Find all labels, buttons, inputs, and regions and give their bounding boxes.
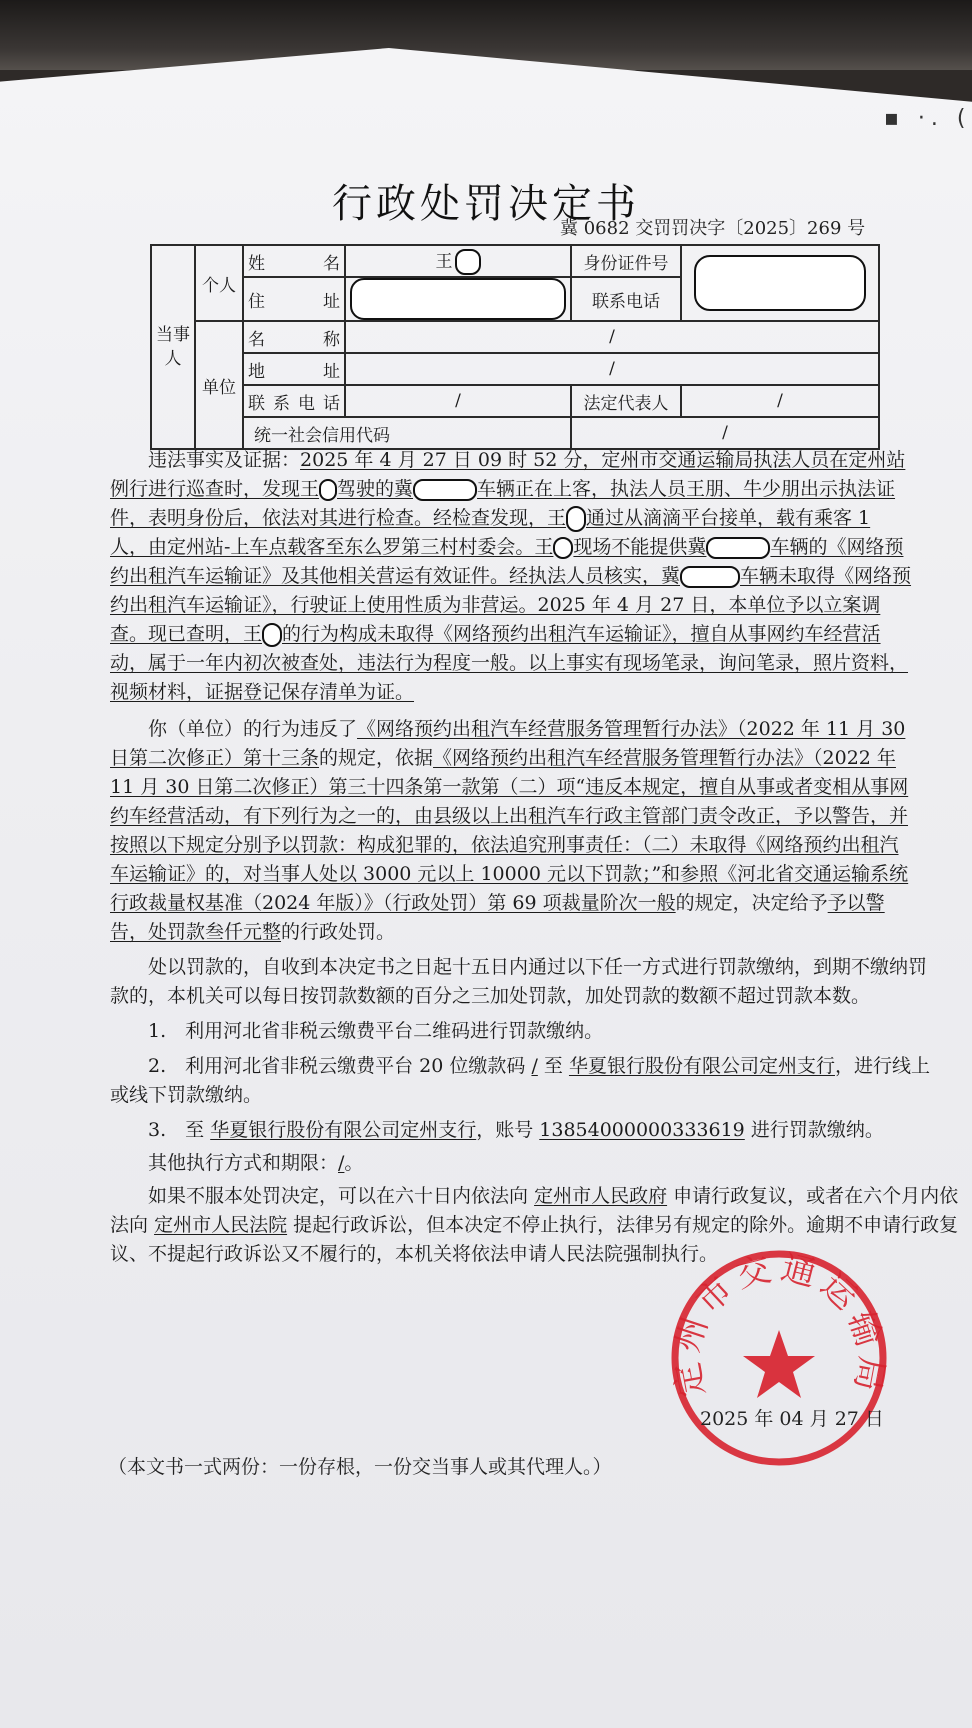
id-value	[681, 245, 879, 321]
seal-text: 定州市交通运输局	[666, 1247, 892, 1401]
document-title: 行政处罚决定书	[332, 181, 640, 227]
unit-address-value: /	[345, 353, 879, 385]
violation-paragraph: 你（单位）的行为违反了《网络预约出租汽车经营服务管理暂行办法》（2022 年 11 月 30 日第二次修正）第十三条的规定，依据《网络预约出租汽车经营服务管理暂行办法》（2022 年 11 月 30 日第二次修正）第三十四条第一款第（二）项“违反本规定，擅自从事或者变相从事网约车经营活动，有下列行为之一的，由县级以上出租汽车行政主管部门责令改正，予以警告，并按照以下规定分别予以罚款：构成犯罪的，依法追究刑事责任：（二）未取得《网络预约出租汽车运输证》的，对当事人处以 3000 元以上 10000 元以下罚款；”和参照《河北省交通运输系统行政裁量权基准（2024 年版）》（行政处罚）第 69 项裁量阶次一般的规定，决定给予予以警告，处罚款叁仟元整的行政处罚。	[110, 718, 909, 943]
redaction-mark	[694, 255, 866, 311]
address-value	[345, 277, 571, 321]
redaction-mark	[413, 479, 477, 501]
redaction-mark	[350, 278, 566, 320]
name-label: 姓 名	[243, 245, 345, 277]
redaction-mark	[455, 249, 481, 275]
phone-label: 联系电话	[571, 277, 681, 321]
facts-paragraph: 违法事实及证据：2025 年 4 月 27 日 09 时 52 分，定州市交通运输局执法人员在定州站例行进行巡查时，发现王 驾驶的冀 车辆正在上客，执法人员王朋、牛少朋出示执法证件，表明身份后，依法对其进行检查。经检查发现，王 通过从滴滴平台接单，载有乘客 1 人，由定州站-上车点载客至东么罗第三村村委会。王 现场不能提供冀 车辆的《网络预约出租汽车运输证》及其他相关营运有效证件。经执法人员核实，冀 车辆未取得《网络预约出租汽车运输证》，行驶证上使用性质为非营运。2025 年 4 月 27 日，本单位予以立案调查。现已查明，王 的行为构成未取得《网络预约出租汽车运输证》，擅自从事网约车经营活动，属于一年内初次被查处，违法行为程度一般。以上事实有现场笔录，询问笔录，照片资料，视频材料，证据登记保存清单为证。	[110, 449, 912, 703]
legal-rep-value: /	[681, 385, 879, 417]
payment-item-1: 1. 利用河北省非税云缴费平台二维码进行罚款缴纳。	[148, 1020, 604, 1042]
credit-code-value: /	[571, 417, 879, 449]
credit-code-label: 统一社会信用代码	[243, 417, 571, 449]
redaction-mark	[680, 566, 740, 588]
unit-phone-value: /	[345, 385, 571, 417]
unit-name-label: 名 称	[243, 321, 345, 353]
legal-rep-label: 法定代表人	[571, 385, 681, 417]
payment-item-2: 2. 利用河北省非税云缴费平台 20 位缴款码 / 至 华夏银行股份有限公司定州支行，进行线上或线下罚款缴纳。	[110, 1055, 930, 1106]
id-label: 身份证件号	[571, 245, 681, 277]
payment-intro: 处以罚款的，自收到本决定书之日起十五日内通过以下任一方式进行罚款缴纳，到期不缴纳罚款的，本机关可以每日按罚款数额的百分之三加处罚款，加处罚款的数额不超过罚款本数。	[110, 956, 928, 1007]
party-label: 当事人	[151, 245, 195, 449]
redaction-mark	[553, 537, 573, 559]
unit-label: 单位	[195, 321, 243, 449]
party-info-table	[150, 244, 880, 450]
remedy-paragraph: 如果不服本处罚决定，可以在六十日内依法向 定州市人民政府 申请行政复议，或者在六个月内依法向 定州市人民法院 提起行政诉讼，但本决定不停止执行，法律另有规定的除外。逾期不申请行政复议、不提起行政诉讼又不履行的，本机关将依法申请人民法院强制执行。	[110, 1185, 959, 1265]
address-label: 住 址	[243, 277, 345, 321]
individual-label: 个人	[195, 245, 243, 321]
redaction-mark	[319, 479, 337, 501]
redaction-mark	[262, 623, 282, 647]
star-icon	[743, 1330, 815, 1398]
other-execution: 其他执行方式和期限：/。	[148, 1152, 364, 1174]
document-number: 冀 0682 交罚罚决字〔2025〕269 号	[560, 218, 866, 239]
unit-name-value: /	[345, 321, 879, 353]
redaction-mark	[566, 506, 586, 532]
document-body	[110, 446, 972, 1269]
corner-mark: ▪ ·. (	[884, 106, 972, 131]
issue-date: 2025 年 04 月 27 日	[700, 1408, 884, 1430]
unit-phone-label: 联系电话	[243, 385, 345, 417]
name-value: 王	[345, 245, 571, 277]
official-seal	[664, 1238, 894, 1468]
payment-item-3: 3. 至 华夏银行股份有限公司定州支行，账号 13854000000333619 进行罚款缴纳。	[148, 1119, 884, 1141]
unit-address-label: 地 址	[243, 353, 345, 385]
footnote: （本文书一式两份：一份存根，一份交当事人或其代理人。）	[108, 1456, 612, 1478]
redaction-mark	[706, 537, 770, 559]
